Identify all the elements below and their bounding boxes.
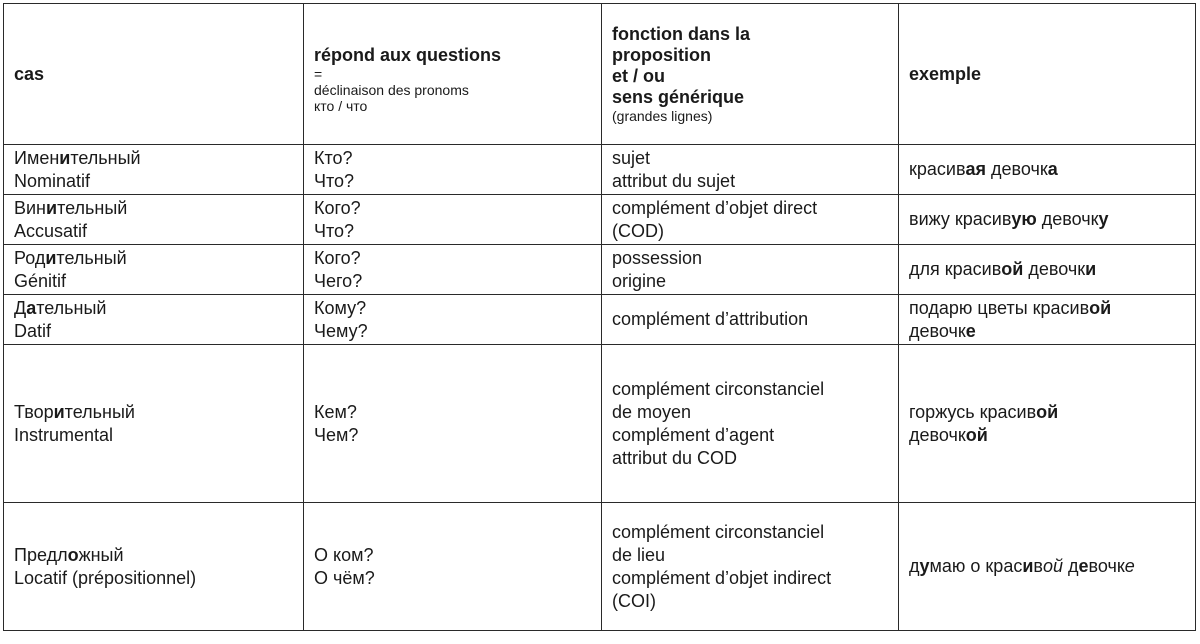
text-segment: в (1033, 556, 1043, 576)
emphasis-ending: о (67, 544, 79, 565)
header-questions-sub1: déclinaison des pronoms (314, 81, 469, 98)
example-line (909, 424, 1185, 447)
emphasis-ending: е (1078, 556, 1089, 576)
table-row (4, 345, 1196, 503)
case-name-ru (14, 247, 293, 270)
questions-cell (304, 295, 602, 345)
text-segment: девочк (1023, 259, 1086, 279)
table-row (4, 145, 1196, 195)
function-line: origine (612, 270, 667, 291)
question: Кого? (314, 247, 361, 268)
function-line: attribut du COD (612, 447, 738, 468)
case-cell (4, 195, 304, 245)
emphasis-ending: а (1047, 159, 1058, 179)
case-cell (4, 295, 304, 345)
header-case-label: cas (14, 63, 45, 84)
table-row (4, 195, 1196, 245)
emphasis-ending: е (965, 320, 976, 341)
emphasis-ending: ой (1001, 259, 1024, 279)
case-cell (4, 345, 304, 503)
example-line (909, 208, 1185, 231)
text-segment: Имен (14, 147, 60, 168)
example-cell (899, 195, 1196, 245)
function-cell (602, 295, 899, 345)
function-cell (602, 345, 899, 503)
function-line: de lieu (612, 544, 666, 565)
case-name-ru (14, 401, 293, 424)
case-name-fr: Locatif (prépositionnel) (14, 567, 197, 588)
question: Кто? (314, 147, 353, 168)
header-cell-function (602, 4, 899, 145)
example-cell (899, 503, 1196, 631)
emphasis-ending: а (26, 297, 37, 318)
case-name-fr: Nominatif (14, 170, 91, 191)
function-cell (602, 245, 899, 295)
header-questions-equals: = (314, 65, 323, 82)
text-segment: девочк (1036, 209, 1099, 229)
text-segment: д (909, 556, 920, 576)
case-name-fr: Accusatif (14, 220, 88, 241)
text-segment: девочк (909, 424, 966, 445)
text-segment: Твор (14, 401, 54, 422)
function-cell (602, 503, 899, 631)
case-cell (4, 503, 304, 631)
question: Чего? (314, 270, 363, 291)
text-segment: жный (78, 544, 124, 565)
function-line: complément d’agent (612, 424, 775, 445)
text-segment: вочк (1088, 556, 1125, 576)
header-cell-case (4, 4, 304, 145)
text-segment: д (1063, 556, 1079, 576)
function-line: possession (612, 247, 703, 268)
question: Кому? (314, 297, 367, 318)
text-segment: подарю цветы красив (909, 297, 1090, 318)
text-segment: тельный (64, 401, 135, 422)
header-row (4, 4, 1196, 145)
case-name-ru (14, 544, 293, 567)
function-line: (COI) (612, 590, 656, 611)
header-questions-title: répond aux questions (314, 44, 502, 65)
example-cell (899, 295, 1196, 345)
function-line: complément circonstanciel (612, 521, 825, 542)
text-segment: для красив (909, 259, 1002, 279)
header-questions-sub2: кто / что (314, 97, 368, 114)
questions-cell (304, 503, 602, 631)
question: Что? (314, 170, 355, 191)
header-function-line3: et / ou (612, 66, 665, 86)
emphasis-ending: у (1098, 209, 1109, 229)
function-line: attribut du sujet (612, 170, 736, 191)
emphasis-ending: и (46, 197, 58, 218)
text-segment: Вин (14, 197, 47, 218)
question: Кем? (314, 401, 357, 422)
text-segment: красив (909, 159, 966, 179)
text-segment: тельный (70, 147, 141, 168)
text-segment: маю о крас (929, 556, 1023, 576)
function-line: sujet (612, 147, 651, 168)
example-line (909, 258, 1185, 281)
emphasis-ending: и (45, 247, 57, 268)
emphasis-ending: ой (1042, 556, 1063, 576)
table-row (4, 295, 1196, 345)
function-line: (COD) (612, 220, 664, 241)
example-cell (899, 145, 1196, 195)
questions-cell (304, 145, 602, 195)
text-segment: Род (14, 247, 46, 268)
case-name-ru (14, 147, 293, 170)
header-function-line2: proposition (612, 45, 711, 65)
text-segment: тельный (56, 247, 127, 268)
example-line (909, 555, 1185, 578)
text-segment: Д (14, 297, 27, 318)
header-function-line4: sens générique (612, 87, 745, 107)
example-line (909, 297, 1185, 320)
text-segment: горжусь красив (909, 401, 1037, 422)
case-name-fr: Instrumental (14, 424, 114, 445)
function-line: complément circonstanciel (612, 378, 825, 399)
text-segment: тельный (57, 197, 128, 218)
text-segment: девочк (986, 159, 1048, 179)
emphasis-ending: и (53, 401, 65, 422)
case-cell (4, 245, 304, 295)
example-line (909, 320, 1185, 343)
emphasis-ending: и (1022, 556, 1034, 576)
emphasis-ending: е (1124, 556, 1135, 576)
function-cell (602, 195, 899, 245)
function-line: complément d’objet direct (612, 197, 818, 218)
function-line: complément d’attribution (612, 309, 809, 329)
emphasis-ending: ая (965, 159, 987, 179)
example-cell (899, 345, 1196, 503)
header-function-sub: (grandes lignes) (612, 108, 713, 124)
example-cell (899, 245, 1196, 295)
emphasis-ending: ой (1089, 297, 1112, 318)
questions-cell (304, 245, 602, 295)
emphasis-ending: ой (965, 424, 988, 445)
case-name-ru (14, 297, 293, 320)
text-segment: тельный (36, 297, 107, 318)
example-line (909, 158, 1185, 181)
question: О чём? (314, 567, 375, 588)
case-name-ru (14, 197, 293, 220)
text-segment: вижу красив (909, 209, 1012, 229)
function-cell (602, 145, 899, 195)
question: Кого? (314, 197, 361, 218)
question: Чем? (314, 424, 359, 445)
case-cell (4, 145, 304, 195)
emphasis-ending: и (59, 147, 71, 168)
questions-cell (304, 195, 602, 245)
header-function-line1: fonction dans la (612, 24, 751, 44)
case-table (3, 3, 1196, 631)
table-row (4, 245, 1196, 295)
header-cell-questions (304, 4, 602, 145)
question: О ком? (314, 544, 374, 565)
text-segment: девочк (909, 320, 966, 341)
emphasis-ending: и (1085, 259, 1097, 279)
header-cell-example (899, 4, 1196, 145)
header-example-label: exemple (909, 63, 982, 84)
text-segment: Предл (14, 544, 68, 565)
table-row (4, 503, 1196, 631)
function-line: complément d’objet indirect (612, 567, 832, 588)
emphasis-ending: ой (1036, 401, 1059, 422)
question: Чему? (314, 320, 368, 341)
example-line (909, 401, 1185, 424)
table-body (4, 145, 1196, 631)
function-line: de moyen (612, 401, 692, 422)
case-name-fr: Datif (14, 320, 52, 341)
emphasis-ending: ую (1011, 209, 1037, 229)
questions-cell (304, 345, 602, 503)
emphasis-ending: у (919, 556, 930, 576)
case-name-fr: Génitif (14, 270, 67, 291)
question: Что? (314, 220, 355, 241)
